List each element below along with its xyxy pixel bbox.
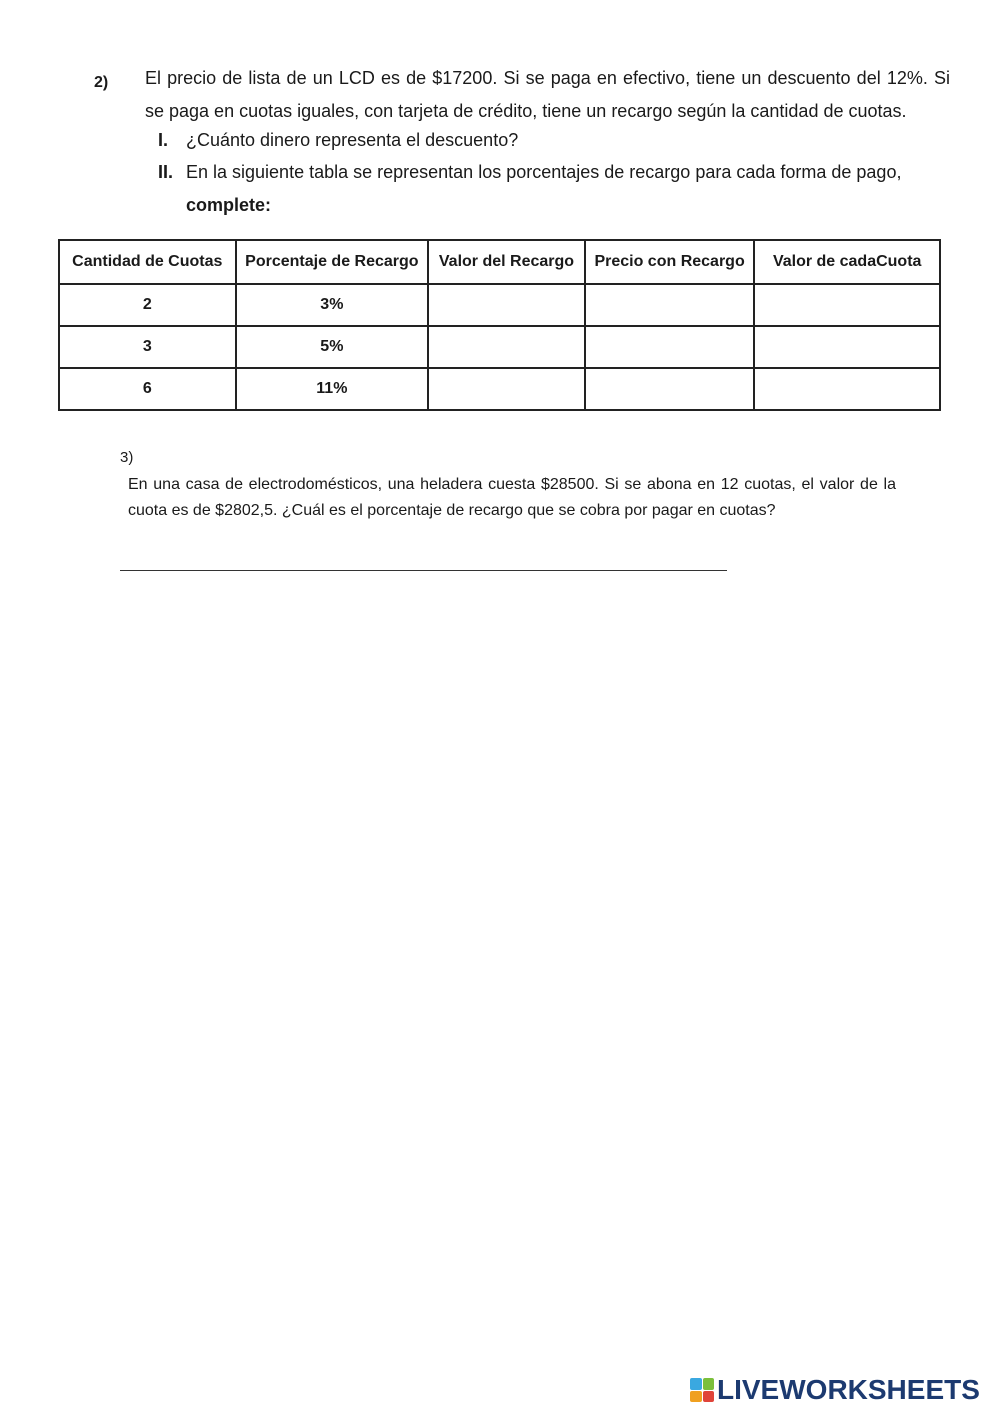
question-2-number: 2) bbox=[94, 74, 109, 91]
answer-cell-valor-cuota[interactable] bbox=[754, 368, 940, 410]
surcharge-table bbox=[58, 239, 941, 411]
question-3-answer-line[interactable] bbox=[120, 570, 727, 571]
question-2-item-1 bbox=[158, 124, 950, 157]
question-3-number: 3) bbox=[120, 449, 134, 466]
item-1-text: ¿Cuánto dinero representa el descuento? bbox=[186, 130, 519, 150]
header-valor-cuota: Valor de cadaCuota bbox=[754, 240, 940, 284]
logo-text: LIVEWORKSHEETS bbox=[717, 1374, 980, 1405]
table-row bbox=[59, 284, 940, 326]
answer-cell-valor-recargo[interactable] bbox=[428, 326, 585, 368]
item-2-bold-text: complete: bbox=[186, 195, 272, 215]
cell-porcentaje: 5% bbox=[236, 326, 429, 368]
answer-cell-precio-recargo[interactable] bbox=[585, 284, 755, 326]
table-row bbox=[59, 326, 940, 368]
answer-cell-valor-recargo[interactable] bbox=[428, 284, 585, 326]
question-3-statement: En una casa de electrodomésticos, una heladera cuesta $28500. Si se abona en 12 cuotas, el valor de la cuota es de $2802,5. ¿Cuál es el porcentaje de recargo que se cobra por pagar en cuotas? bbox=[128, 476, 896, 519]
cell-cuotas: 3 bbox=[59, 326, 236, 368]
item-2-numeral: II. bbox=[158, 162, 174, 182]
answer-cell-valor-recargo[interactable] bbox=[428, 368, 585, 410]
header-valor-recargo: Valor del Recargo bbox=[428, 240, 585, 284]
cell-porcentaje: 11% bbox=[236, 368, 429, 410]
cell-cuotas: 2 bbox=[59, 284, 236, 326]
cell-cuotas: 6 bbox=[59, 368, 236, 410]
liveworksheets-logo bbox=[690, 1374, 980, 1406]
item-2-text: En la siguiente tabla se representan los porcentajes de recargo para cada forma de pago, bbox=[186, 162, 902, 182]
header-porcentaje-recargo: Porcentaje de Recargo bbox=[236, 240, 429, 284]
question-2-statement: El precio de lista de un LCD es de $17200. Si se paga en efectivo, tiene un descuento del 12%. Si se paga en cuotas iguales, con tarjeta de crédito, tiene un recargo según la cantidad de cuotas. bbox=[145, 68, 950, 121]
cell-porcentaje: 3% bbox=[236, 284, 429, 326]
table-header-row bbox=[59, 240, 940, 284]
item-1-numeral: I. bbox=[158, 130, 169, 150]
question-2-item-2 bbox=[158, 156, 950, 222]
header-cantidad-cuotas: Cantidad de Cuotas bbox=[59, 240, 236, 284]
header-precio-recargo: Precio con Recargo bbox=[585, 240, 755, 284]
liveworksheets-logo-icon bbox=[690, 1378, 714, 1402]
answer-cell-precio-recargo[interactable] bbox=[585, 368, 755, 410]
answer-cell-precio-recargo[interactable] bbox=[585, 326, 755, 368]
answer-cell-valor-cuota[interactable] bbox=[754, 284, 940, 326]
answer-cell-valor-cuota[interactable] bbox=[754, 326, 940, 368]
table-row bbox=[59, 368, 940, 410]
